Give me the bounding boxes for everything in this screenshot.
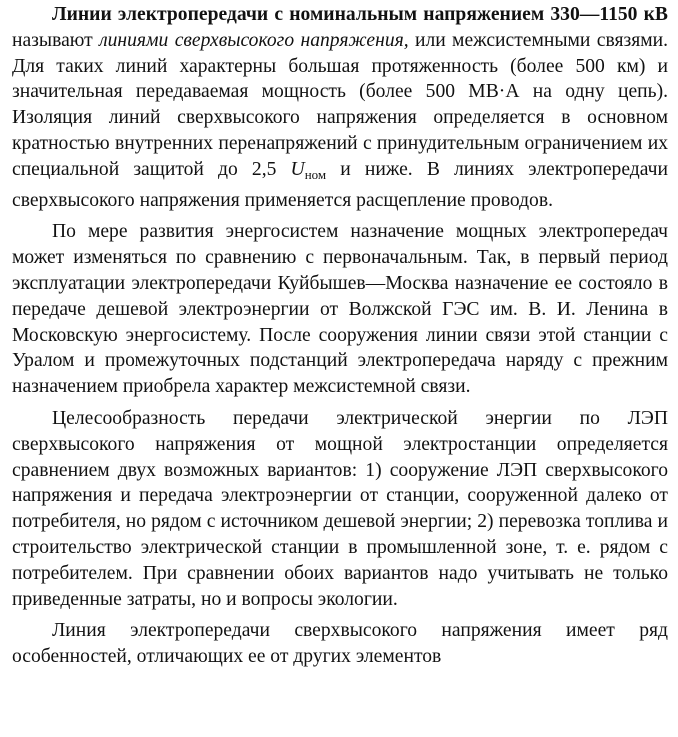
- text-segment: или межсистемными связями. Для таких линий характерны большая протяженность (более 500 км) и значительная передаваемая мощность (более 500 МВ·А на одну цепь). Изоляция линий сверхвысокого напряжения определяется в основном кратностью внутренних перенапряжений с принудительным ограничением их специальной защитой до 2,5: [12, 29, 668, 180]
- paragraph-feasibility: Целесообразность передачи электрической энергии по ЛЭП сверхвысокого напряжения от мощной электростанции определяется сравнением двух возможных вариантов: 1) сооружение ЛЭП сверхвысокого напряжения и передача электроэнергии от станции, сооруженной далеко от потребителя, но рядом с источником дешевой энергии; 2) перевозка топлива и строительство электрической станции в промышленной зоне, т. е. рядом с потребителем. При сравнении обоих вариантов надо учитывать не только приведенные затраты, но и вопросы экологии.: [12, 407, 668, 610]
- text-segment: и ниже. В линиях электропередачи сверхвысокого напряжения применяется расщепление проводов.: [12, 158, 669, 211]
- voltage-subscript: ном: [304, 166, 327, 182]
- voltage-symbol: U: [290, 158, 305, 180]
- italic-term: линиями сверхвысокого напряжения,: [99, 29, 409, 51]
- text-segment: называют: [12, 29, 100, 51]
- paragraph-definition: [12, 2, 668, 213]
- bold-lead-term: Линии электропередачи с номинальным напряжением 330—1150 кВ: [52, 4, 668, 25]
- paragraph-purpose: По мере развития энергосистем назначение мощных электропередач может изменяться по сравнению с первоначальным. Так, в первый период эксплуатации электропередачи Куйбышев—Москва назначение ее состояло в передаче дешевой электроэнергии от Волжской ГЭС им. В. И. Ленина в Московскую энергосистему. После сооружения линии связи этой станции с Уралом и промежуточных подстанций электропередача наряду с прежним назначением приобрела характер межсистемной связи.: [12, 221, 668, 398]
- paragraph-features: Линия электропередачи сверхвысокого напряжения имеет ряд особенностей, отличающих ее от других элементов: [12, 620, 668, 668]
